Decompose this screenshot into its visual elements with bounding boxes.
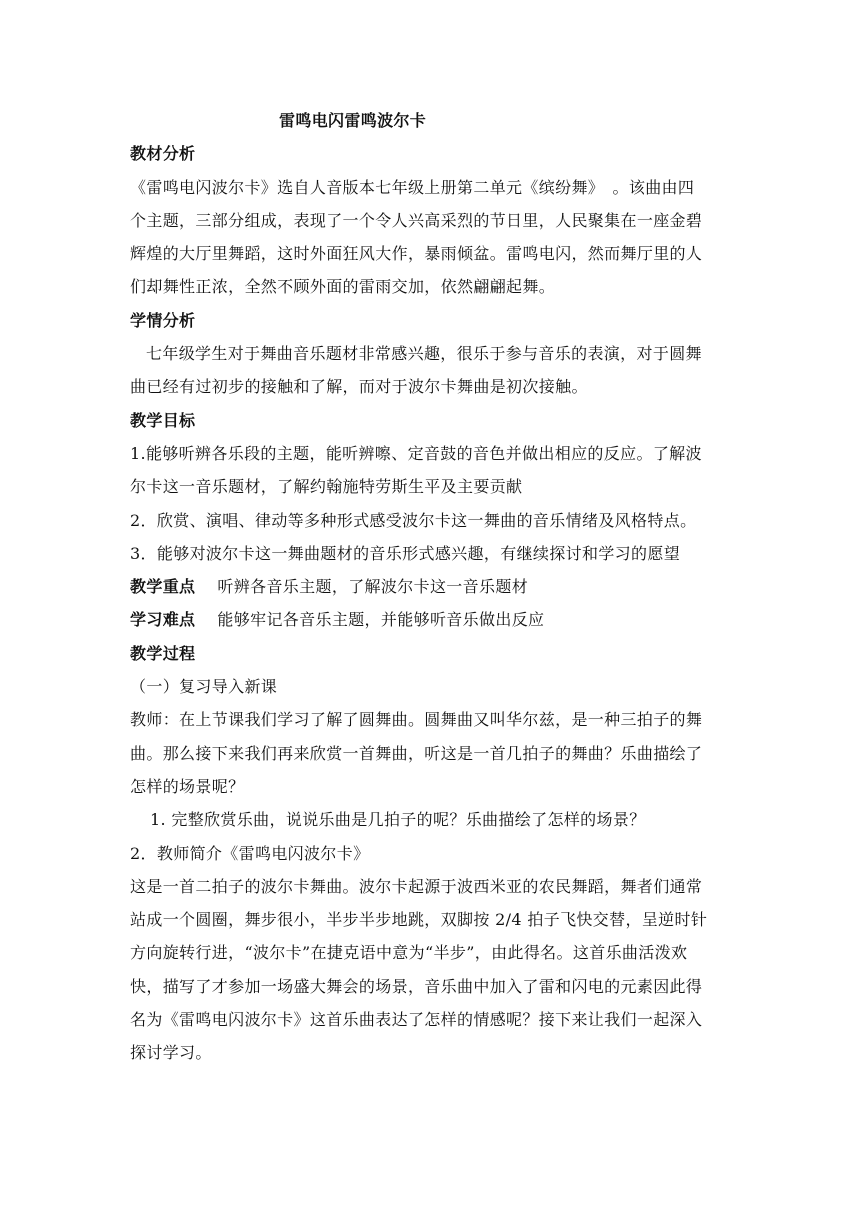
paragraph-line: 教师：在上节课我们学习了解了圆舞曲。圆舞曲又叫华尔兹，是一种三拍子的舞 — [130, 710, 703, 730]
goal-line: 3．能够对波尔卡这一舞曲题材的音乐形式感兴趣，有继续探讨和学习的愿望 — [130, 543, 681, 563]
process-subheading: （一）复习导入新课 — [130, 677, 278, 697]
goal-line: 尔卡这一音乐题材，了解约翰施特劳斯生平及主要贡献 — [130, 477, 523, 497]
heading-student-analysis: 学情分析 — [130, 310, 196, 330]
goal-line: 2．欣赏、演唱、律动等多种形式感受波尔卡这一舞曲的音乐情绪及风格特点。 — [130, 510, 697, 530]
paragraph-line: 探讨学习。 — [130, 1043, 212, 1063]
document-title: 雷鸣电闪雷鸣波尔卡 — [279, 111, 427, 130]
paragraph-line: 名为《雷鸣电闪波尔卡》这首乐曲表达了怎样的情感呢？接下来让我们一起深入 — [130, 1010, 703, 1030]
process-step-2: 2．教师简介《雷鸣电闪波尔卡》 — [130, 843, 370, 863]
heading-textbook-analysis: 教材分析 — [130, 144, 196, 164]
difficulty-row — [130, 603, 734, 636]
process-step-1: 1. 完整欣赏乐曲，说说乐曲是几拍子的呢？乐曲描绘了怎样的场景？ — [150, 810, 646, 830]
heading-key-point: 教学重点 — [130, 577, 196, 597]
paragraph-line: 站成一个圆圈，舞步很小，半步半步地跳，双脚按 2/4 拍子飞快交替，呈逆时针 — [130, 910, 708, 930]
paragraph-line: 这是一首二拍子的波尔卡舞曲。波尔卡起源于波西米亚的农民舞蹈，舞者们通常 — [130, 876, 703, 896]
paragraph-line: 个主题，三部分组成，表现了一个令人兴高采烈的节日里，人民聚集在一座金碧 — [130, 210, 703, 230]
paragraph-line: 《雷鸣电闪波尔卡》选自人音版本七年级上册第二单元《缤纷舞》 。该曲由四 — [130, 177, 695, 197]
key-point-text: 听辨各音乐主题，了解波尔卡这一音乐题材 — [217, 577, 529, 597]
heading-difficulty: 学习难点 — [130, 610, 196, 630]
paragraph-line: 曲。那么接下来我们再来欣赏一首舞曲，听这是一首几拍子的舞曲？乐曲描绘了 — [130, 743, 703, 763]
key-point-row — [130, 570, 734, 603]
paragraph-line: 七年级学生对于舞曲音乐题材非常感兴趣，很乐于参与音乐的表演，对于圆舞 — [146, 344, 702, 364]
paragraph-line: 曲已经有过初步的接触和了解，而对于波尔卡舞曲是初次接触。 — [130, 377, 588, 397]
difficulty-text: 能够牢记各音乐主题，并能够听音乐做出反应 — [217, 610, 545, 630]
goal-line: 1.能够听辨各乐段的主题，能听辨嚓、定音鼓的音色并做出相应的反应。了解波 — [130, 443, 702, 463]
paragraph-line: 辉煌的大厅里舞蹈，这时外面狂风大作，暴雨倾盆。雷鸣电闪，然而舞厅里的人 — [130, 244, 703, 264]
heading-process: 教学过程 — [130, 643, 196, 663]
document-page — [130, 104, 734, 1070]
paragraph-line: 们却舞性正浓，全然不顾外面的雷雨交加，依然翩翩起舞。 — [130, 277, 556, 297]
paragraph-line: 怎样的场景呢？ — [130, 776, 245, 796]
heading-teaching-goals: 教学目标 — [130, 410, 196, 430]
paragraph-line: 快，描写了才参加一场盛大舞会的场景，音乐曲中加入了雷和闪电的元素因此得 — [130, 976, 703, 996]
paragraph-line: 方向旋转行进，“波尔卡”在捷克语中意为“半步”，由此得名。这首乐曲活泼欢 — [130, 943, 688, 963]
